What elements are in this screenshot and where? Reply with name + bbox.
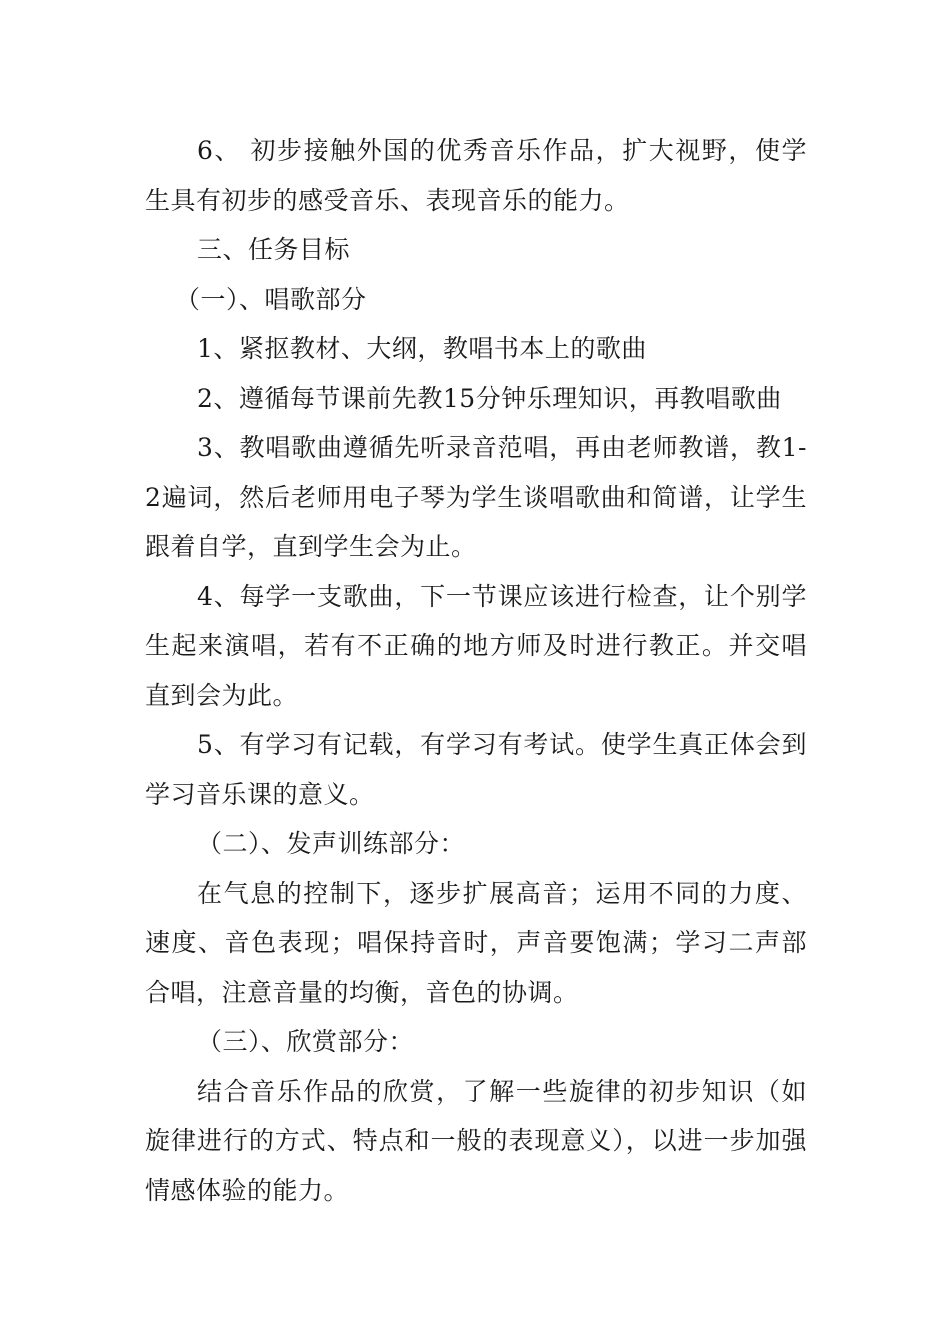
- paragraph-singing-5: 5、有学习有记载，有学习有考试。使学生真正体会到学习音乐课的意义。: [145, 730, 807, 809]
- document-body: [145, 126, 807, 1215]
- paragraph-singing-2: 2、遵循每节课前先教15分钟乐理知识，再教唱歌曲: [197, 383, 782, 413]
- subheading-singing: （一）、唱歌部分: [175, 284, 367, 314]
- subheading-vocal-training: （二）、发声训练部分：: [197, 829, 466, 858]
- paragraph-vocal-training: 在气息的控制下，逐步扩展高音；运用不同的力度、速度、音色表现；唱保持音时，声音要饱满；学习二声部合唱，注意音量的均衡，音色的协调。: [145, 878, 807, 1007]
- paragraph-goal-6: 6、 初步接触外国的优秀音乐作品，扩大视野，使学生具有初步的感受音乐、表现音乐的能力。: [145, 136, 807, 215]
- subheading-appreciation: （三）、欣赏部分：: [197, 1027, 415, 1056]
- paragraph-singing-4: 4、每学一支歌曲，下一节课应该进行检查，让个别学生起来演唱，若有不正确的地方师及时进行教正。并交唱直到会为此。: [145, 581, 807, 710]
- paragraph-singing-3: 3、教唱歌曲遵循先听录音范唱，再由老师教谱，教1-2遍词，然后老师用电子琴为学生谈唱歌曲和简谱，让学生跟着自学，直到学生会为止。: [145, 433, 807, 561]
- paragraph-singing-1: 1、紧抠教材、大纲，教唱书本上的歌曲: [197, 334, 647, 363]
- section-heading-task-goals: 三、任务目标: [197, 235, 351, 264]
- paragraph-appreciation: 结合音乐作品的欣赏，了解一些旋律的初步知识（如旋律进行的方式、特点和一般的表现意义），以进一步加强情感体验的能力。: [145, 1076, 807, 1205]
